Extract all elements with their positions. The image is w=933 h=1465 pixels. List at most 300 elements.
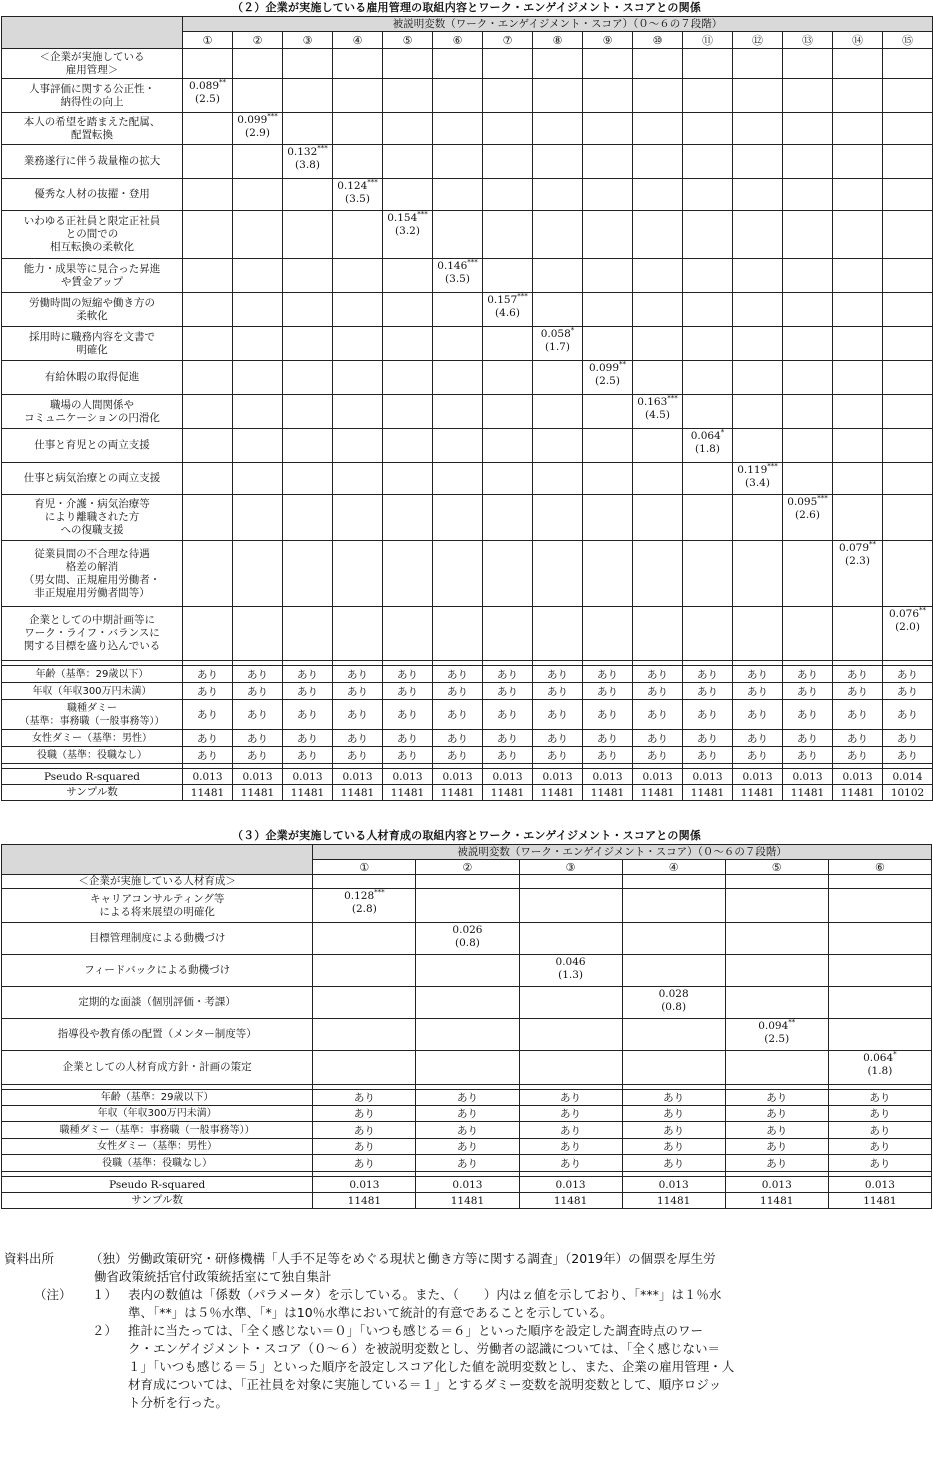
empty-cell	[733, 429, 783, 463]
control-value: あり	[233, 666, 283, 683]
empty-cell	[533, 395, 583, 429]
row-label: 仕事と病気治療との両立支援	[2, 463, 183, 495]
empty-cell	[533, 211, 583, 259]
significance-stars: ***	[417, 210, 428, 219]
empty-cell	[283, 463, 333, 495]
control-value: あり	[725, 1106, 828, 1122]
empty-cell	[583, 541, 633, 607]
empty-cell	[783, 79, 833, 113]
empty-cell	[633, 113, 683, 145]
control-value: あり	[519, 1139, 622, 1155]
empty-cell	[383, 541, 433, 607]
z-value: (3.8)	[295, 159, 320, 171]
sample-size-value: 11481	[833, 785, 883, 801]
control-value: あり	[833, 747, 883, 764]
note2-text-c: １」「いつも感じる＝５」といった順序を設定しスコア化した値を説明変数とし、また、企業の雇用管理・人	[128, 1359, 735, 1374]
significance-stars: ***	[817, 494, 828, 503]
table-row	[2, 79, 933, 113]
empty-cell	[783, 607, 833, 661]
empty-cell	[533, 259, 583, 293]
control-label: 年収（年収300万円未満）	[2, 1106, 313, 1122]
control-value: あり	[725, 1155, 828, 1172]
empty-cell	[333, 145, 383, 179]
coefficient-line	[583, 362, 632, 375]
empty-cell	[483, 495, 533, 541]
column-header-12: ⑫	[733, 32, 783, 49]
empty-cell	[633, 145, 683, 179]
z-value: (3.5)	[445, 273, 470, 285]
coefficient-line	[433, 260, 482, 273]
control-label: 役職（基準：役職なし）	[2, 747, 183, 764]
significance-stars: ***	[367, 178, 378, 187]
control-value: あり	[283, 747, 333, 764]
empty-cell	[283, 211, 333, 259]
empty-cell	[313, 923, 416, 955]
dependent-variable-header: 被説明変数（ワーク・エンゲイジメント・スコア）（０～６の７段階）	[313, 845, 932, 860]
empty-cell	[783, 49, 833, 79]
table-row	[2, 889, 932, 923]
z-value: (1.8)	[695, 443, 720, 455]
empty-cell	[433, 293, 483, 327]
empty-cell	[283, 179, 333, 211]
empty-cell	[883, 259, 933, 293]
pseudo-r-squared-label: Pseudo R-squared	[2, 1177, 313, 1193]
empty-cell	[783, 145, 833, 179]
column-header-14: ⑭	[833, 32, 883, 49]
control-value: あり	[683, 747, 733, 764]
sample-size-value: 11481	[183, 785, 233, 801]
empty-cell	[622, 889, 725, 923]
group-label: ＜企業が実施している人材育成＞	[2, 875, 313, 889]
pseudo-r-squared-value: 0.013	[783, 769, 833, 785]
coefficient-value: 0.154	[387, 212, 418, 224]
coefficient-value: 0.046	[555, 956, 586, 968]
row-label: 人事評価に関する公正性・ 納得性の向上	[2, 79, 183, 113]
empty-cell	[883, 463, 933, 495]
table-row	[2, 541, 933, 607]
empty-cell	[183, 361, 233, 395]
empty-cell	[828, 889, 931, 923]
empty-cell	[883, 327, 933, 361]
note1-text-b: 準、「**」は５％水準、「*」は10％水準において統計的有意であることを示している。	[128, 1305, 613, 1320]
header-row	[2, 17, 933, 32]
coefficient-line	[520, 956, 622, 969]
note1-num: １）	[92, 1287, 118, 1302]
coefficient-line	[783, 496, 832, 509]
coefficient-line	[733, 464, 782, 477]
column-header-6: ⑥	[828, 860, 931, 875]
empty-cell	[383, 113, 433, 145]
control-value: あり	[183, 747, 233, 764]
table3-title: （３）企業が実施している人材育成の取組内容とワーク・エンゲイジメント・スコアとの関係	[231, 829, 702, 842]
empty-cell	[833, 293, 883, 327]
empty-cell	[883, 49, 933, 79]
control-value: あり	[313, 1090, 416, 1106]
pseudo-r-squared-label: Pseudo R-squared	[2, 769, 183, 785]
empty-cell	[333, 541, 383, 607]
empty-cell	[433, 607, 483, 661]
sample-size-value: 11481	[725, 1193, 828, 1209]
empty-cell	[383, 259, 433, 293]
empty-cell	[183, 327, 233, 361]
significance-stars: *	[893, 1050, 897, 1059]
coefficient-cell	[583, 361, 633, 395]
empty-cell	[783, 211, 833, 259]
coefficient-value: 0.157	[487, 294, 518, 306]
control-value: あり	[483, 700, 533, 730]
empty-cell	[313, 955, 416, 987]
empty-cell	[833, 495, 883, 541]
row-label: 仕事と育児との両立支援	[2, 429, 183, 463]
control-value: あり	[883, 666, 933, 683]
control-value: あり	[833, 683, 883, 700]
table-row	[2, 327, 933, 361]
empty-cell	[383, 179, 433, 211]
empty-cell	[833, 429, 883, 463]
control-value: あり	[483, 747, 533, 764]
row-label: フィードバックによる動機づけ	[2, 955, 313, 987]
row-label: 指導役や教育係の配置（メンター制度等）	[2, 1019, 313, 1051]
control-value: あり	[633, 700, 683, 730]
empty-cell	[633, 179, 683, 211]
empty-cell	[725, 923, 828, 955]
group-label-row	[2, 875, 932, 889]
empty-cell	[383, 79, 433, 113]
pseudo-r-squared-row	[2, 769, 933, 785]
dependent-variable-header: 被説明変数（ワーク・エンゲイジメント・スコア）（０～６の７段階）	[183, 17, 933, 32]
table-row	[2, 145, 933, 179]
empty-cell	[313, 987, 416, 1019]
control-value: あり	[783, 730, 833, 747]
table3-section	[0, 828, 933, 1209]
z-value: (3.4)	[745, 477, 770, 489]
empty-cell	[883, 179, 933, 211]
row-label: 定期的な面談（個別評価・考課）	[2, 987, 313, 1019]
pseudo-r-squared-value: 0.013	[233, 769, 283, 785]
empty-cell	[283, 49, 333, 79]
coefficient-cell	[622, 987, 725, 1019]
sample-size-value: 11481	[828, 1193, 931, 1209]
coefficient-value: 0.058	[540, 328, 571, 340]
empty-cell	[733, 179, 783, 211]
column-header-15: ⑮	[883, 32, 933, 49]
empty-cell	[233, 429, 283, 463]
column-header-13: ⑬	[783, 32, 833, 49]
sample-size-value: 11481	[633, 785, 683, 801]
empty-cell	[416, 955, 519, 987]
empty-cell	[183, 607, 233, 661]
coefficient-cell	[433, 259, 483, 293]
empty-cell	[333, 293, 383, 327]
coefficient-line	[183, 80, 232, 93]
sample-size-value: 11481	[733, 785, 783, 801]
z-value: (2.8)	[351, 903, 377, 915]
empty-cell	[633, 463, 683, 495]
table-row	[2, 607, 933, 661]
empty-cell	[183, 145, 233, 179]
coefficient-cell	[683, 429, 733, 463]
empty-cell	[733, 49, 783, 79]
control-value: あり	[883, 747, 933, 764]
empty-cell	[725, 987, 828, 1019]
pseudo-r-squared-value: 0.013	[519, 1177, 622, 1193]
table3	[1, 844, 932, 1209]
empty-cell	[833, 607, 883, 661]
coefficient-cell	[333, 179, 383, 211]
empty-cell	[433, 395, 483, 429]
row-label: 本人の希望を踏まえた配属、 配置転換	[2, 113, 183, 145]
source-label: 資料出所	[4, 1251, 55, 1266]
empty-cell	[519, 987, 622, 1019]
control-value: あり	[433, 683, 483, 700]
empty-cell	[583, 495, 633, 541]
coefficient-line	[416, 924, 518, 937]
empty-cell	[683, 395, 733, 429]
significance-stars: **	[869, 540, 877, 549]
row-label: 企業としての人材育成方針・計画の策定	[2, 1051, 313, 1085]
control-label: 年齢（基準：29歳以下）	[2, 1090, 313, 1106]
empty-cell	[483, 79, 533, 113]
z-value: (2.0)	[895, 621, 920, 633]
empty-cell	[483, 259, 533, 293]
empty-cell	[633, 541, 683, 607]
control-value: あり	[725, 1139, 828, 1155]
empty-cell	[233, 293, 283, 327]
control-label: 年齢（基準：29歳以下）	[2, 666, 183, 683]
empty-cell	[683, 49, 733, 79]
control-row	[2, 1139, 932, 1155]
coefficient-cell	[233, 113, 283, 145]
significance-stars: **	[219, 78, 227, 87]
control-value: あり	[333, 730, 383, 747]
empty-cell	[583, 463, 633, 495]
empty-cell	[683, 463, 733, 495]
significance-stars: **	[619, 360, 627, 369]
empty-cell	[483, 541, 533, 607]
coefficient-value: 0.094	[758, 1020, 789, 1032]
control-label: 職種ダミー （基準：事務職（一般事務等））	[2, 700, 183, 730]
empty-cell	[583, 79, 633, 113]
empty-cell	[783, 179, 833, 211]
empty-cell	[233, 541, 283, 607]
empty-cell	[633, 293, 683, 327]
coefficient-line	[633, 396, 682, 409]
control-value: あり	[783, 747, 833, 764]
row-label: 職場の人間関係や コミュニケーションの円滑化	[2, 395, 183, 429]
coefficient-line	[283, 146, 332, 159]
column-header-3: ③	[519, 860, 622, 875]
control-value: あり	[622, 1122, 725, 1139]
control-value: あり	[733, 730, 783, 747]
coefficient-cell	[633, 395, 683, 429]
sample-size-label: サンプル数	[2, 785, 183, 801]
column-header-4: ④	[622, 860, 725, 875]
control-value: あり	[883, 730, 933, 747]
row-label: いわゆる正社員と限定正社員 との間での 相互転換の柔軟化	[2, 211, 183, 259]
sample-size-label: サンプル数	[2, 1193, 313, 1209]
empty-cell	[833, 259, 883, 293]
z-value: (0.8)	[455, 937, 480, 949]
control-value: あり	[313, 1155, 416, 1172]
empty-cell	[283, 495, 333, 541]
empty-cell	[533, 361, 583, 395]
corner-cell	[2, 17, 183, 49]
sample-size-value: 11481	[622, 1193, 725, 1209]
empty-cell	[233, 327, 283, 361]
control-row	[2, 1155, 932, 1172]
empty-cell	[828, 955, 931, 987]
table-row	[2, 259, 933, 293]
empty-cell	[783, 259, 833, 293]
pseudo-r-squared-value: 0.013	[533, 769, 583, 785]
empty-cell	[233, 179, 283, 211]
table-row	[2, 395, 933, 429]
control-value: あり	[883, 683, 933, 700]
control-value: あり	[233, 747, 283, 764]
empty-cell	[583, 293, 633, 327]
empty-cell	[533, 49, 583, 79]
coefficient-line	[683, 430, 732, 443]
sample-size-value: 11481	[313, 1193, 416, 1209]
column-header-10: ⑩	[633, 32, 683, 49]
empty-cell	[733, 113, 783, 145]
sample-size-row	[2, 1193, 932, 1209]
empty-cell	[833, 113, 883, 145]
empty-cell	[383, 361, 433, 395]
empty-cell	[313, 1051, 416, 1085]
empty-cell	[833, 211, 883, 259]
empty-cell	[733, 259, 783, 293]
control-value: あり	[622, 1106, 725, 1122]
z-value: (2.5)	[595, 375, 620, 387]
coefficient-value: 0.132	[287, 146, 318, 158]
empty-cell	[633, 607, 683, 661]
empty-cell	[416, 1019, 519, 1051]
pseudo-r-squared-value: 0.013	[733, 769, 783, 785]
sample-size-value: 10102	[883, 785, 933, 801]
control-value: あり	[725, 1090, 828, 1106]
empty-cell	[333, 463, 383, 495]
control-value: あり	[533, 700, 583, 730]
empty-cell	[683, 211, 733, 259]
column-header-3: ③	[283, 32, 333, 49]
significance-stars: *	[720, 428, 725, 437]
control-value: あり	[333, 666, 383, 683]
coefficient-line	[383, 212, 432, 225]
empty-cell	[783, 463, 833, 495]
empty-cell	[683, 361, 733, 395]
empty-cell	[333, 49, 383, 79]
coefficient-value: 0.119	[737, 464, 768, 476]
coefficient-value: 0.064	[690, 430, 721, 442]
empty-cell	[333, 327, 383, 361]
column-header-1: ①	[183, 32, 233, 49]
control-row	[2, 747, 933, 764]
control-value: あり	[416, 1155, 519, 1172]
coefficient-value: 0.099	[588, 362, 620, 374]
note-label: （注）	[34, 1287, 72, 1302]
significance-stars: ***	[767, 462, 778, 471]
coefficient-cell	[783, 495, 833, 541]
control-value: あり	[183, 666, 233, 683]
control-value: あり	[633, 747, 683, 764]
empty-cell	[483, 145, 533, 179]
empty-cell	[433, 113, 483, 145]
empty-cell	[683, 79, 733, 113]
empty-cell	[833, 395, 883, 429]
empty-cell	[519, 889, 622, 923]
control-value: あり	[183, 730, 233, 747]
sample-size-row	[2, 785, 933, 801]
z-value: (1.8)	[867, 1065, 893, 1077]
empty-cell	[233, 49, 283, 79]
pseudo-r-squared-value: 0.013	[333, 769, 383, 785]
empty-cell	[533, 145, 583, 179]
empty-cell	[483, 429, 533, 463]
coefficient-cell	[383, 211, 433, 259]
coefficient-cell	[183, 79, 233, 113]
control-value: あり	[483, 730, 533, 747]
empty-cell	[519, 1051, 622, 1085]
empty-cell	[183, 541, 233, 607]
control-value: あり	[483, 666, 533, 683]
sample-size-value: 11481	[519, 1193, 622, 1209]
control-value: あり	[519, 1090, 622, 1106]
control-value: あり	[433, 700, 483, 730]
empty-cell	[622, 955, 725, 987]
coefficient-value: 0.079	[838, 542, 870, 554]
control-value: あり	[383, 666, 433, 683]
z-value: (1.7)	[545, 341, 570, 353]
group-label-row	[2, 49, 933, 79]
empty-cell	[483, 395, 533, 429]
empty-cell	[283, 541, 333, 607]
control-row	[2, 683, 933, 700]
corner-cell	[2, 845, 313, 875]
empty-cell	[283, 395, 333, 429]
empty-cell	[183, 113, 233, 145]
control-value: あり	[333, 700, 383, 730]
empty-cell	[433, 79, 483, 113]
row-label: 能力・成果等に見合った昇進 や賃金アップ	[2, 259, 183, 293]
control-value: あり	[633, 683, 683, 700]
coefficient-line	[313, 890, 415, 903]
empty-cell	[733, 79, 783, 113]
z-value: (1.3)	[558, 969, 583, 981]
table-row	[2, 293, 933, 327]
empty-cell	[533, 79, 583, 113]
control-value: あり	[828, 1139, 931, 1155]
empty-cell	[828, 1019, 931, 1051]
empty-cell	[433, 179, 483, 211]
control-value: あり	[383, 747, 433, 764]
empty-cell	[733, 361, 783, 395]
control-value: あり	[633, 730, 683, 747]
column-header-7: ⑦	[483, 32, 533, 49]
empty-cell	[383, 293, 433, 327]
control-label: 役職（基準：役職なし）	[2, 1155, 313, 1172]
control-value: あり	[183, 700, 233, 730]
empty-cell	[333, 259, 383, 293]
sample-size-value: 11481	[283, 785, 333, 801]
sample-size-value: 11481	[533, 785, 583, 801]
significance-stars: **	[788, 1018, 796, 1027]
empty-cell	[183, 463, 233, 495]
empty-cell	[333, 79, 383, 113]
pseudo-r-squared-value: 0.014	[883, 769, 933, 785]
empty-cell	[833, 79, 883, 113]
empty-cell	[333, 607, 383, 661]
